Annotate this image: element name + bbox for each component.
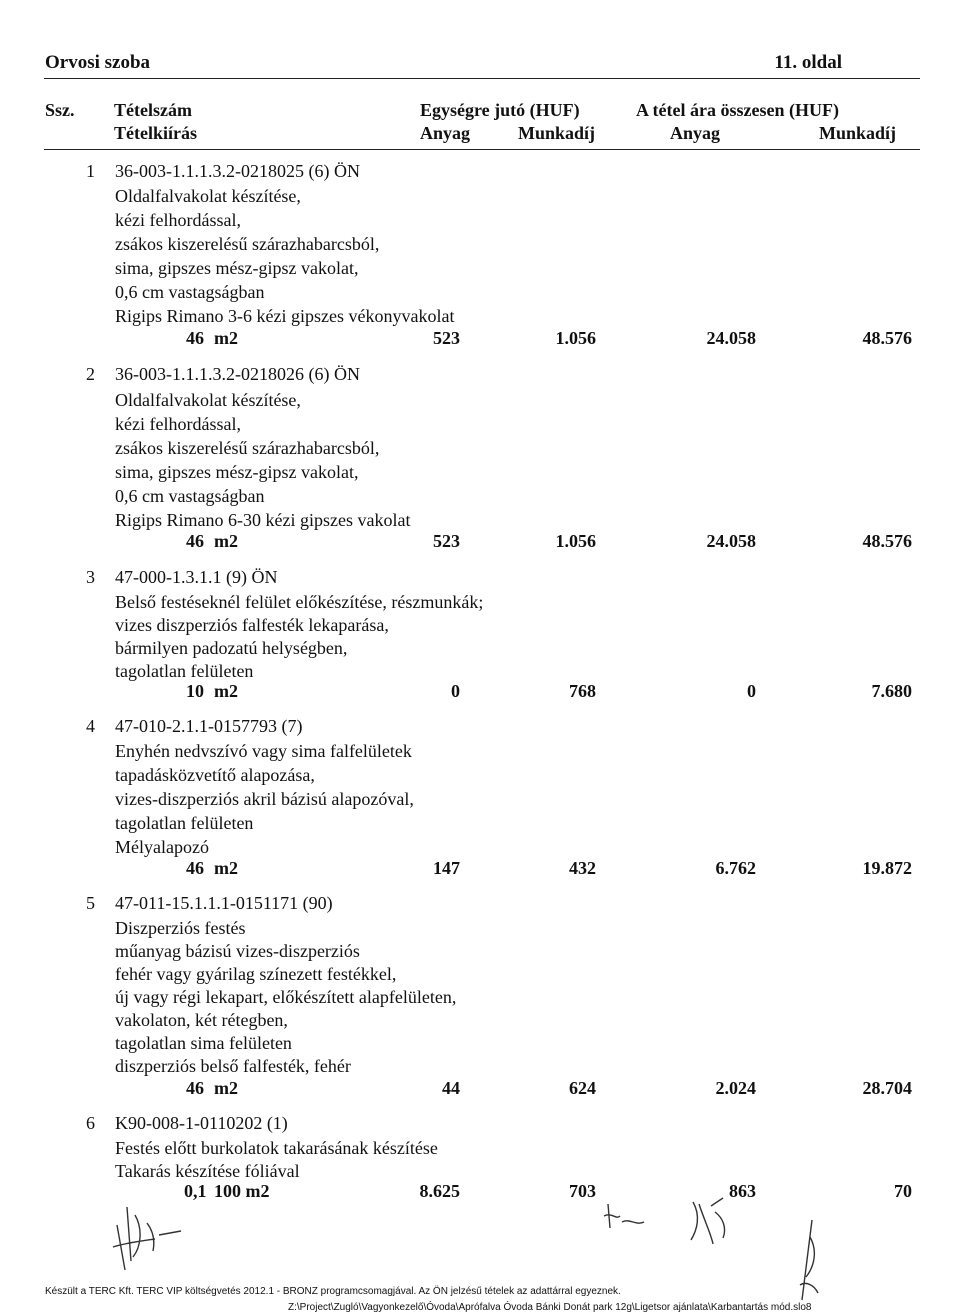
item-munkadij-total: 19.872 bbox=[862, 858, 912, 878]
initials-mark bbox=[683, 1192, 743, 1252]
item-desc-line: tagolatlan felületen bbox=[115, 661, 254, 681]
item-code: K90-008-1-0110202 (1) bbox=[115, 1113, 288, 1133]
item-desc-line: új vagy régi lekapart, előkészített alapfelületen, bbox=[115, 987, 457, 1007]
footer-path: Z:\Project\Zugló\Vagyonkezelő\Óvoda\Aprófalva Óvoda Bánki Donát park 12g\Ligetsor ajánlata\Karbantartás mód.slo8 bbox=[288, 1302, 812, 1313]
item-anyag: 0 bbox=[451, 681, 460, 701]
item-desc-line: Oldalfalvakolat készítése, bbox=[115, 390, 301, 410]
item-number: 1 bbox=[86, 161, 95, 181]
signature-mark bbox=[792, 1215, 832, 1305]
item-desc-line: Takarás készítése fóliával bbox=[115, 1161, 300, 1181]
item-number: 3 bbox=[86, 567, 95, 587]
item-anyag: 147 bbox=[433, 858, 460, 878]
item-desc-line: vakolaton, két rétegben, bbox=[115, 1010, 288, 1030]
item-anyag: 523 bbox=[433, 531, 460, 551]
page-title: Orvosi szoba bbox=[45, 52, 151, 73]
col-anyag-total: Anyag bbox=[670, 123, 721, 143]
item-unit: m2 bbox=[214, 858, 238, 878]
col-egysegre: Egységre jutó (HUF) bbox=[420, 100, 580, 120]
item-munkadij-total: 28.704 bbox=[862, 1078, 912, 1098]
item-munkadij-total: 7.680 bbox=[871, 681, 912, 701]
item-qty: 46 bbox=[186, 858, 204, 878]
header-rule bbox=[44, 78, 920, 79]
item-munkadij: 1.056 bbox=[555, 531, 596, 551]
col-munkadij-total: Munkadíj bbox=[819, 123, 897, 143]
item-desc-line: Rigips Rimano 3-6 kézi gipszes vékonyvakolat bbox=[115, 306, 455, 326]
item-desc-line: műanyag bázisú vizes-diszperziós bbox=[115, 941, 360, 961]
item-desc-line: Rigips Rimano 6-30 kézi gipszes vakolat bbox=[115, 510, 411, 530]
item-desc-line: Mélyalapozó bbox=[115, 837, 209, 857]
item-code: 47-010-2.1.1-0157793 (7) bbox=[115, 716, 303, 736]
footer-note: Készült a TERC Kft. TERC VIP költségvetés 2012.1 - BRONZ programcsomagjával. Az ÖN jelzésű tételek az adattárral egyeznek. bbox=[45, 1286, 621, 1297]
item-desc-line: 0,6 cm vastagságban bbox=[115, 486, 265, 506]
item-munkadij-total: 70 bbox=[894, 1181, 912, 1201]
item-qty: 46 bbox=[186, 1078, 204, 1098]
item-number: 6 bbox=[86, 1113, 95, 1133]
item-desc-line: tagolatlan sima felületen bbox=[115, 1033, 292, 1053]
columns-rule bbox=[44, 149, 920, 150]
item-unit: m2 bbox=[214, 531, 238, 551]
item-munkadij: 768 bbox=[569, 681, 596, 701]
item-desc-line: tagolatlan felületen bbox=[115, 813, 254, 833]
item-anyag: 44 bbox=[442, 1078, 460, 1098]
item-code: 47-000-1.3.1.1 (9) ÖN bbox=[115, 567, 278, 587]
item-number: 4 bbox=[86, 716, 95, 736]
item-anyag-total: 6.762 bbox=[715, 858, 756, 878]
item-desc-line: fehér vagy gyárilag színezett festékkel, bbox=[115, 964, 397, 984]
item-anyag-total: 24.058 bbox=[706, 531, 756, 551]
item-number: 5 bbox=[86, 893, 95, 913]
signature-mark bbox=[95, 1195, 195, 1275]
item-qty: 0,1 bbox=[184, 1181, 207, 1201]
col-munkadij-unit: Munkadíj bbox=[518, 123, 596, 143]
initials-mark bbox=[598, 1198, 668, 1238]
item-anyag-total: 2.024 bbox=[715, 1078, 756, 1098]
item-desc-line: diszperziós belső falfesték, fehér bbox=[115, 1056, 351, 1076]
item-code: 36-003-1.1.1.3.2-0218026 (6) ÖN bbox=[115, 364, 360, 384]
item-qty: 46 bbox=[186, 328, 204, 348]
col-osszesen: A tétel ára összesen (HUF) bbox=[636, 100, 839, 120]
item-desc-line: sima, gipszes mész-gipsz vakolat, bbox=[115, 258, 359, 278]
item-desc-line: Belső festéseknél felület előkészítése, részmunkák; bbox=[115, 592, 484, 612]
item-desc-line: 0,6 cm vastagságban bbox=[115, 282, 265, 302]
item-desc-line: kézi felhordással, bbox=[115, 210, 241, 230]
item-anyag-total: 24.058 bbox=[706, 328, 756, 348]
item-anyag-total: 0 bbox=[747, 681, 756, 701]
item-anyag: 8.625 bbox=[419, 1181, 460, 1201]
item-munkadij: 703 bbox=[569, 1181, 596, 1201]
item-qty: 46 bbox=[186, 531, 204, 551]
item-desc-line: tapadásközvetítő alapozása, bbox=[115, 765, 315, 785]
item-anyag: 523 bbox=[433, 328, 460, 348]
item-desc-line: Enyhén nedvszívó vagy sima falfelületek bbox=[115, 741, 412, 761]
item-desc-line: zsákos kiszerelésű szárazhabarcsból, bbox=[115, 234, 380, 254]
item-desc-line: zsákos kiszerelésű szárazhabarcsból, bbox=[115, 438, 380, 458]
item-unit: m2 bbox=[214, 328, 238, 348]
item-code: 36-003-1.1.1.3.2-0218025 (6) ÖN bbox=[115, 161, 360, 181]
item-munkadij: 1.056 bbox=[555, 328, 596, 348]
item-desc-line: bármilyen padozatú helységben, bbox=[115, 638, 348, 658]
col-anyag-unit: Anyag bbox=[420, 123, 471, 143]
item-desc-line: Oldalfalvakolat készítése, bbox=[115, 186, 301, 206]
item-munkadij: 624 bbox=[569, 1078, 596, 1098]
col-tetelkiiras: Tételkiírás bbox=[114, 123, 197, 143]
item-desc-line: vizes-diszperziós akril bázisú alapozóval, bbox=[115, 789, 414, 809]
item-munkadij: 432 bbox=[569, 858, 596, 878]
item-unit: m2 bbox=[214, 1078, 238, 1098]
item-unit: 100 m2 bbox=[214, 1181, 270, 1201]
item-anyag-total: 863 bbox=[729, 1181, 756, 1201]
item-number: 2 bbox=[86, 364, 95, 384]
col-tetelszam: Tételszám bbox=[114, 100, 192, 120]
item-desc-line: Diszperziós festés bbox=[115, 918, 246, 938]
item-desc-line: sima, gipszes mész-gipsz vakolat, bbox=[115, 462, 359, 482]
item-munkadij-total: 48.576 bbox=[862, 531, 912, 551]
item-munkadij-total: 48.576 bbox=[862, 328, 912, 348]
col-ssz: Ssz. bbox=[45, 100, 75, 120]
item-desc-line: Festés előtt burkolatok takarásának készítése bbox=[115, 1138, 438, 1158]
item-code: 47-011-15.1.1.1-0151171 (90) bbox=[115, 893, 333, 913]
page-number: 11. oldal bbox=[774, 52, 842, 73]
item-desc-line: vizes diszperziós falfesték lekaparása, bbox=[115, 615, 389, 635]
item-qty: 10 bbox=[186, 681, 204, 701]
item-desc-line: kézi felhordással, bbox=[115, 414, 241, 434]
item-unit: m2 bbox=[214, 681, 238, 701]
